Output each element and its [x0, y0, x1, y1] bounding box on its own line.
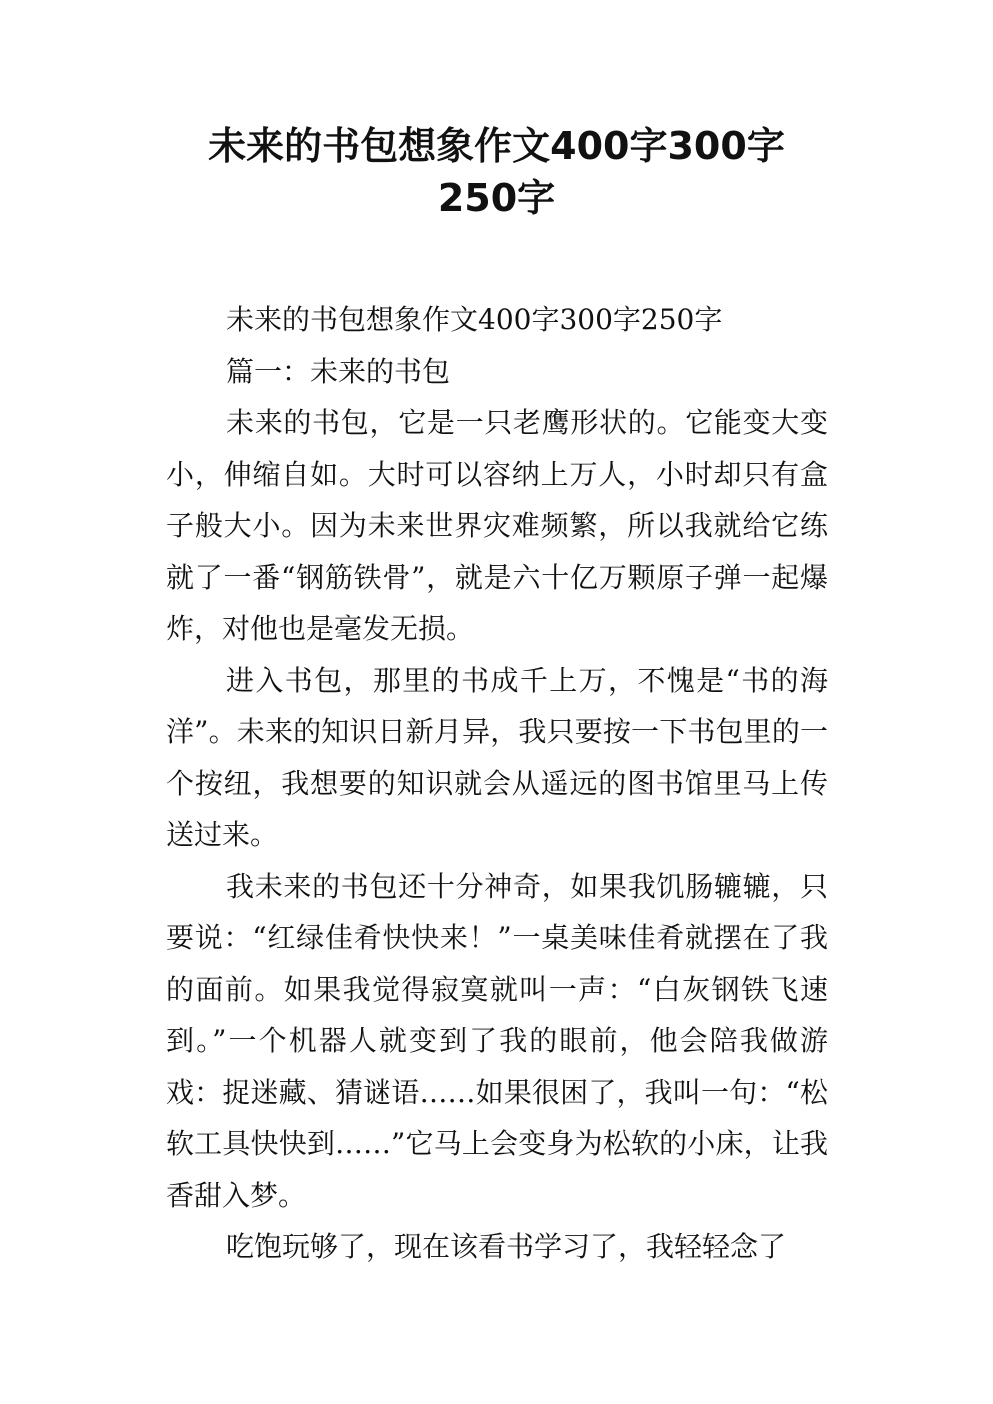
- paragraph: 未来的书包，它是一只老鹰形状的。它能变大变小，伸缩自如。大时可以容纳上万人，小时却只有盒子般大小。因为未来世界灾难频繁，所以我就给它练就了一番“钢筋铁骨”，就是六十亿万颗原子弹一起爆炸，对他也是毫发无损。: [166, 406, 828, 645]
- paragraph: 进入书包，那里的书成千上万，不愧是“书的海洋”。未来的知识日新月异，我只要按一下书包里的一个按纽，我想要的知识就会从遥远的图书馆里马上传送过来。: [166, 663, 828, 851]
- paragraph-section-heading: 篇一：未来的书包: [226, 354, 451, 388]
- paragraph-subtitle: 未来的书包想象作文400字300字250字: [226, 303, 723, 336]
- document-title: [120, 120, 873, 224]
- paragraph: 我未来的书包还十分神奇，如果我饥肠辘辘，只要说：“红绿佳肴快快来！”一桌美味佳肴就摆在了我的面前。如果我觉得寂寞就叫一声：“白灰钢铁飞速到。”一个机器人就变到了我的眼前，他会陪我做游戏：捉迷藏、猜谜语……如果很困了，我叫一句：“松软工具快快到……”它马上会变身为松软的小床，让我香甜入梦。: [166, 869, 828, 1212]
- title-line-1: 未来的书包想象作文400字300字: [208, 124, 785, 168]
- title-line-2: 250字: [437, 176, 556, 220]
- document-body: [166, 294, 828, 1273]
- paragraph: 吃饱玩够了，现在该看书学习了，我轻轻念了: [226, 1230, 787, 1263]
